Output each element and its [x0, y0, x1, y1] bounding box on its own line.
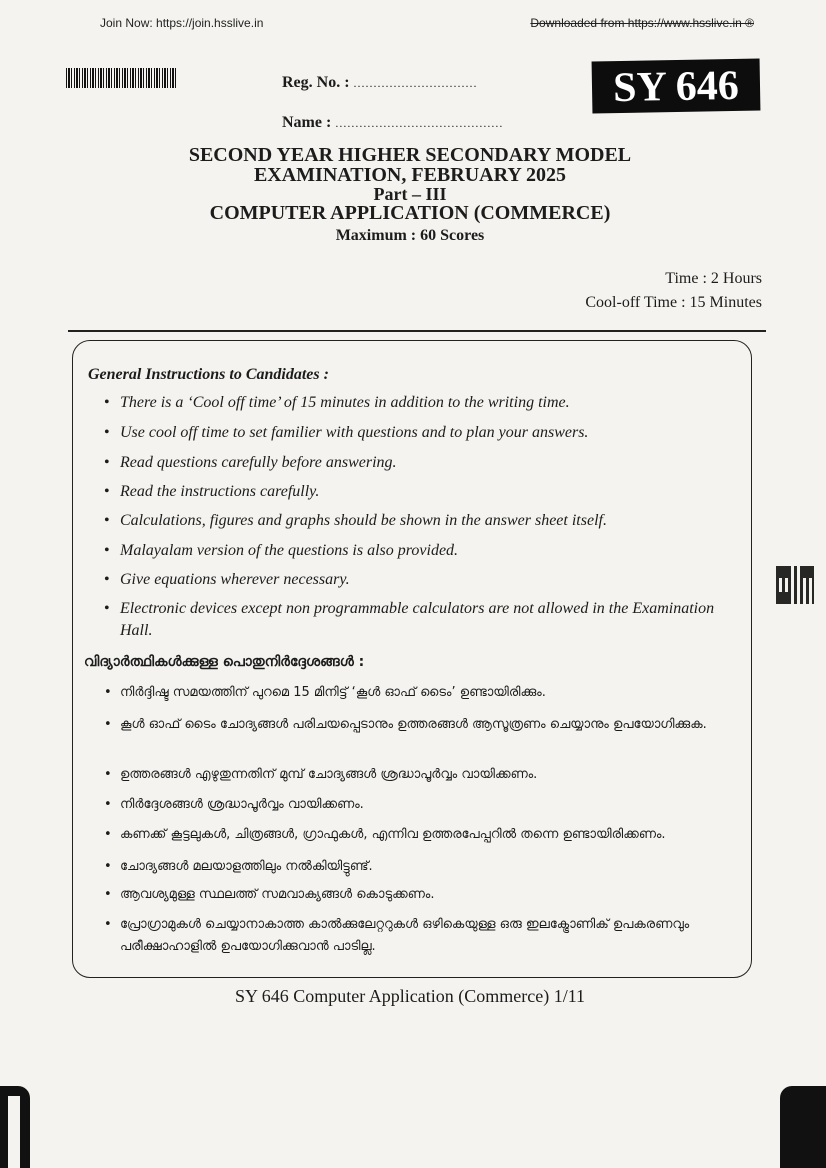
- exam-subject: COMPUTER APPLICATION (COMMERCE): [209, 202, 611, 224]
- instruction-item: • There is a ‘Cool off time’ of 15 minutes in addition to the writing time.: [104, 394, 570, 411]
- barcode: [66, 68, 178, 88]
- name-field: [282, 114, 503, 132]
- cool-off-time: Cool-off Time : 15 Minutes: [585, 294, 762, 311]
- instruction-item: • Malayalam version of the questions is also provided.: [104, 542, 459, 559]
- exam-title-line2: EXAMINATION, FEBRUARY 2025: [253, 164, 567, 186]
- instructions-title: General Instructions to Candidates :: [88, 366, 329, 383]
- name-label: Name :: [282, 114, 332, 131]
- scan-edge-right: [780, 1086, 826, 1168]
- instruction-item: • Read questions carefully before answering.: [104, 454, 397, 471]
- exam-title-line1: SECOND YEAR HIGHER SECONDARY MODEL: [188, 144, 632, 166]
- instruction-item: • Calculations, figures and graphs should be shown in the answer sheet itself.: [104, 512, 607, 529]
- exam-part: Part – III: [373, 184, 447, 204]
- ml-instruction-item: • നിർദ്ദേശങ്ങൾ ശ്രദ്ധാപൂർവ്വം വായിക്കണം.: [104, 797, 364, 812]
- ml-instruction-item: • ചോദ്യങ്ങൾ മലയാളത്തിലും നൽകിയിട്ടുണ്ട്.: [104, 859, 373, 874]
- exam-code-badge: SY 646: [592, 59, 761, 114]
- instruction-item: • Electronic devices except non programmable calculators are not allowed in the Examination Hall.: [104, 600, 715, 639]
- page-footer: SY 646 Computer Application (Commerce) 1/11: [234, 986, 586, 1006]
- ml-instruction-item: • ഉത്തരങ്ങൾ എഴുതുന്നതിന് മുമ്പ് ചോദ്യങ്ങൾ ശ്രദ്ധാപൂർവ്വം വായിക്കണം.: [104, 767, 538, 782]
- name-dots: ..........................................: [335, 116, 504, 130]
- instruction-item: • Use cool off time to set familier with questions and to plan your answers.: [104, 424, 589, 441]
- divider-line: [68, 330, 766, 332]
- ml-instruction-item: • കണക്ക് കൂട്ടലുകൾ, ചിത്രങ്ങൾ, ഗ്രാഫുകൾ, എന്നിവ ഉത്തരപേപ്പറിൽ തന്നെ ഉണ്ടായിരിക്കണം.: [104, 827, 666, 842]
- download-link[interactable]: Downloaded from https://www.hsslive.in ®: [530, 16, 754, 30]
- download-header: [0, 12, 826, 32]
- instruction-item: • Read the instructions carefully.: [104, 483, 320, 500]
- join-link[interactable]: Join Now: https://join.hsslive.in: [100, 16, 264, 30]
- qr-code-icon: [776, 566, 814, 604]
- time-allowed: Time : 2 Hours: [665, 270, 762, 287]
- ml-instruction-item: • നിർദ്ദിഷ്ട സമയത്തിന് പുറമെ 15 മിനിട്ട് ‘കൂൾ ഓഫ് ടൈം’ ഉണ്ടായിരിക്കും.: [104, 685, 546, 700]
- ml-instruction-item: • കൂൾ ഓഫ് ടൈം ചോദ്യങ്ങൾ പരിചയപ്പെടാനും ഉത്തരങ്ങൾ ആസൂത്രണം ചെയ്യാനും ഉപയോഗിക്കുക.: [104, 717, 707, 732]
- malayalam-instructions-title: വിദ്യാർത്ഥികൾക്കുള്ള പൊതുനിർദ്ദേശങ്ങൾ :: [84, 654, 365, 670]
- ml-instruction-item: • പ്രോഗ്രാമുകൾ ചെയ്യാനാകാത്ത കാൽക്കുലേറ്ററുകൾ ഒഴികെയുള്ള ഒരു ഇലക്ട്രോണിക് ഉപകരണവും പരീക്ഷാഹാളിൽ ഉപയോഗിക്കുവാൻ പാടില്ല.: [104, 917, 690, 954]
- scan-edge-left-gap: [8, 1096, 20, 1168]
- max-score: Maximum : 60 Scores: [335, 227, 485, 244]
- reg-no-label: Reg. No. :: [282, 74, 350, 91]
- reg-no-dots: ...............................: [353, 76, 478, 90]
- ml-instruction-item: • ആവശ്യമുള്ള സ്ഥലത്ത് സമവാക്യങ്ങൾ കൊടുക്കണം.: [104, 887, 435, 902]
- instruction-item: • Give equations wherever necessary.: [104, 571, 350, 588]
- reg-no-field: [282, 74, 478, 92]
